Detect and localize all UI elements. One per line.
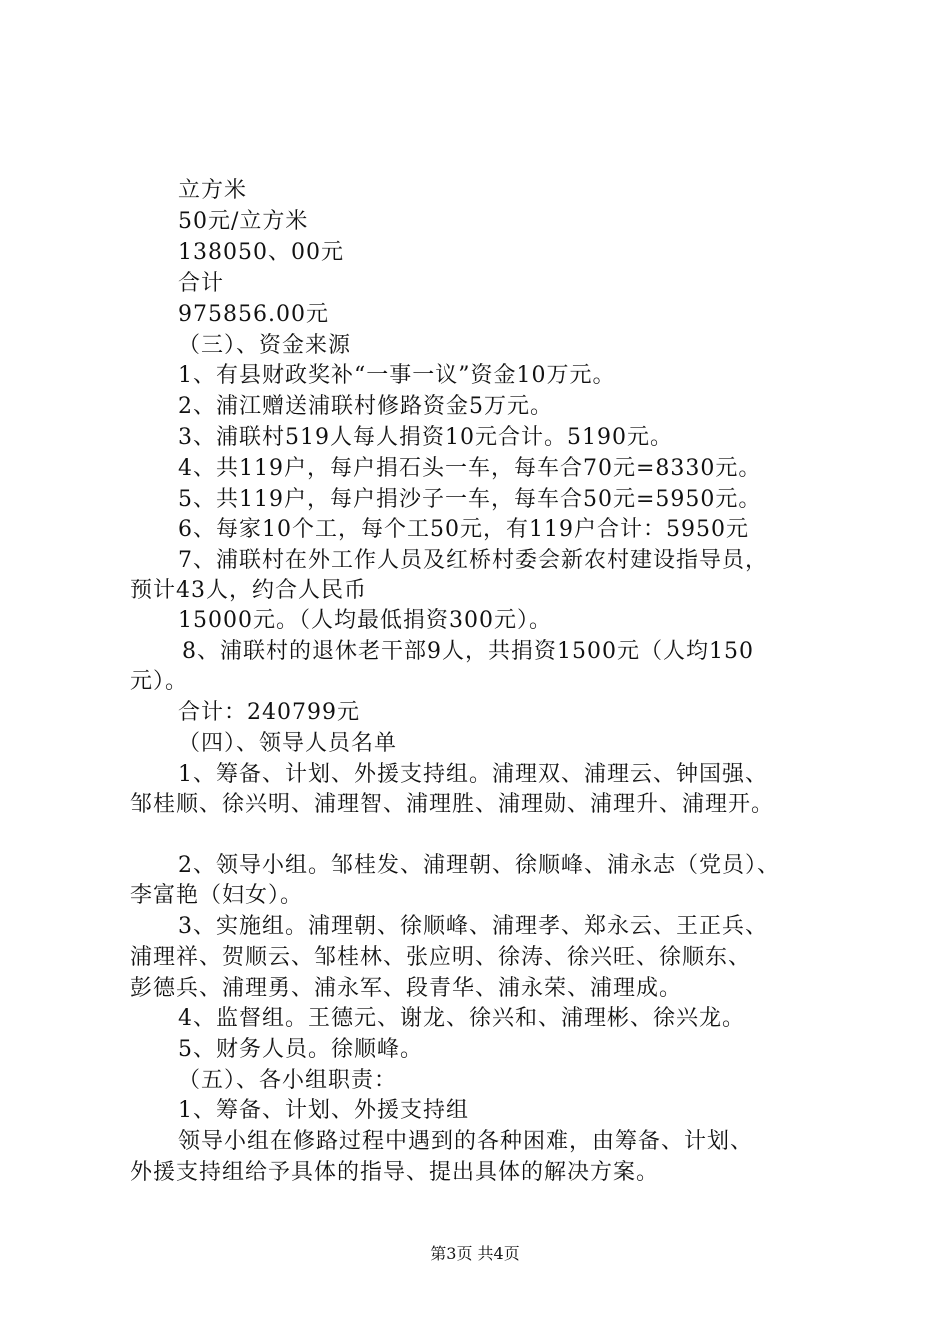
text-line: 1、筹备、计划、外援支持组。浦理双、浦理云、钟国强、 xyxy=(178,762,768,787)
text-line: 2、浦江赠送浦联村修路资金5万元。 xyxy=(178,394,553,419)
text-line: 彭德兵、浦理勇、浦永军、段青华、浦永荣、浦理成。 xyxy=(130,976,683,1001)
page-footer: 第3页 共4页 xyxy=(430,1244,520,1263)
text-line: 预计43人，约合人民币 xyxy=(130,578,367,603)
section-heading: （四）、领导人员名单 xyxy=(178,731,398,756)
text-line: 8、浦联村的退休老干部9人，共捐资1500元（人均150 xyxy=(182,639,754,664)
section-heading: （三）、资金来源 xyxy=(178,333,352,358)
text-line: 浦理祥、贺顺云、邹桂林、张应明、徐涛、徐兴旺、徐顺东、 xyxy=(130,945,752,970)
text-line: 5、共119户，每户捐沙子一车，每车合50元=5950元。 xyxy=(178,487,762,512)
text-line: 邹桂顺、徐兴明、浦理智、浦理胜、浦理勋、浦理升、浦理开。 xyxy=(130,792,775,817)
text-line: 外援支持组给予具体的指导、提出具体的解决方案。 xyxy=(130,1160,660,1185)
text-line: 3、实施组。浦理朝、徐顺峰、浦理孝、郑永云、王正兵、 xyxy=(178,914,768,939)
text-line: 合计 xyxy=(178,271,225,296)
text-line: 975856.00元 xyxy=(178,302,329,327)
text-line: 李富艳（妇女）。 xyxy=(130,883,304,908)
section-heading: （五）、各小组职责： xyxy=(178,1068,398,1093)
text-line: 元）。 xyxy=(130,669,189,694)
text-line: 立方米 xyxy=(178,178,248,203)
text-line: 50元/立方米 xyxy=(178,209,309,234)
text-line: 2、领导小组。邹桂发、浦理朝、徐顺峰、浦永志（党员）、 xyxy=(178,853,780,878)
text-line: 7、浦联村在外工作人员及红桥村委会新农村建设指导员， xyxy=(178,548,768,573)
text-line: 1、筹备、计划、外援支持组 xyxy=(178,1098,469,1123)
text-line: 5、财务人员。徐顺峰。 xyxy=(178,1037,423,1062)
text-line: 3、浦联村519人每人捐资10元合计。5190元。 xyxy=(178,425,673,450)
text-line: 领导小组在修路过程中遇到的各种困难，由筹备、计划、 xyxy=(178,1129,754,1154)
text-line: 1、有县财政奖补“一事一议”资金10万元。 xyxy=(178,363,616,388)
text-line: 138050、00元 xyxy=(178,240,344,265)
text-line: 合计：240799元 xyxy=(178,700,360,725)
text-line: 4、共119户，每户捐石头一车，每车合70元=8330元。 xyxy=(178,456,762,481)
text-line: 15000元。（人均最低捐资300元）。 xyxy=(178,608,552,633)
text-line: 6、每家10个工，每个工50元，有119户合计：5950元 xyxy=(178,517,749,542)
text-line: 4、监督组。王德元、谢龙、徐兴和、浦理彬、徐兴龙。 xyxy=(178,1006,745,1031)
